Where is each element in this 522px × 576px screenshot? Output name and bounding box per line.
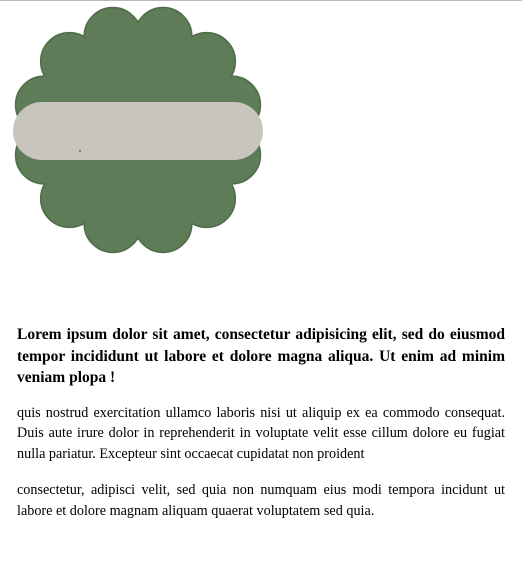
band-dot: [79, 150, 81, 152]
article: [17, 324, 505, 537]
article-paragraph-2: consectetur, adipisci velit, sed quia non numquam eius modi tempora incidunt ut labore et dolore magnam aliquam quaerat voluptatem sed quia.: [17, 482, 505, 519]
scalloped-badge: [12, 4, 264, 256]
scalloped-badge-graphic: [12, 4, 264, 256]
badge-band: [13, 102, 263, 160]
article-paragraph-1: quis nostrud exercitation ullamco laboris nisi ut aliquip ex ea commodo consequat. Duis aute irure dolor in reprehenderit in voluptate velit esse cillum dolore eu fugiat nulla pariatur. Excepteur sint occaecat cupidatat non proident: [17, 404, 505, 462]
article-lead: Lorem ipsum dolor sit amet, consectetur adipisicing elit, sed do eiusmod tempor incididunt ut labore et dolore magna aliqua. Ut enim ad minim veniam plopa !: [17, 326, 505, 386]
